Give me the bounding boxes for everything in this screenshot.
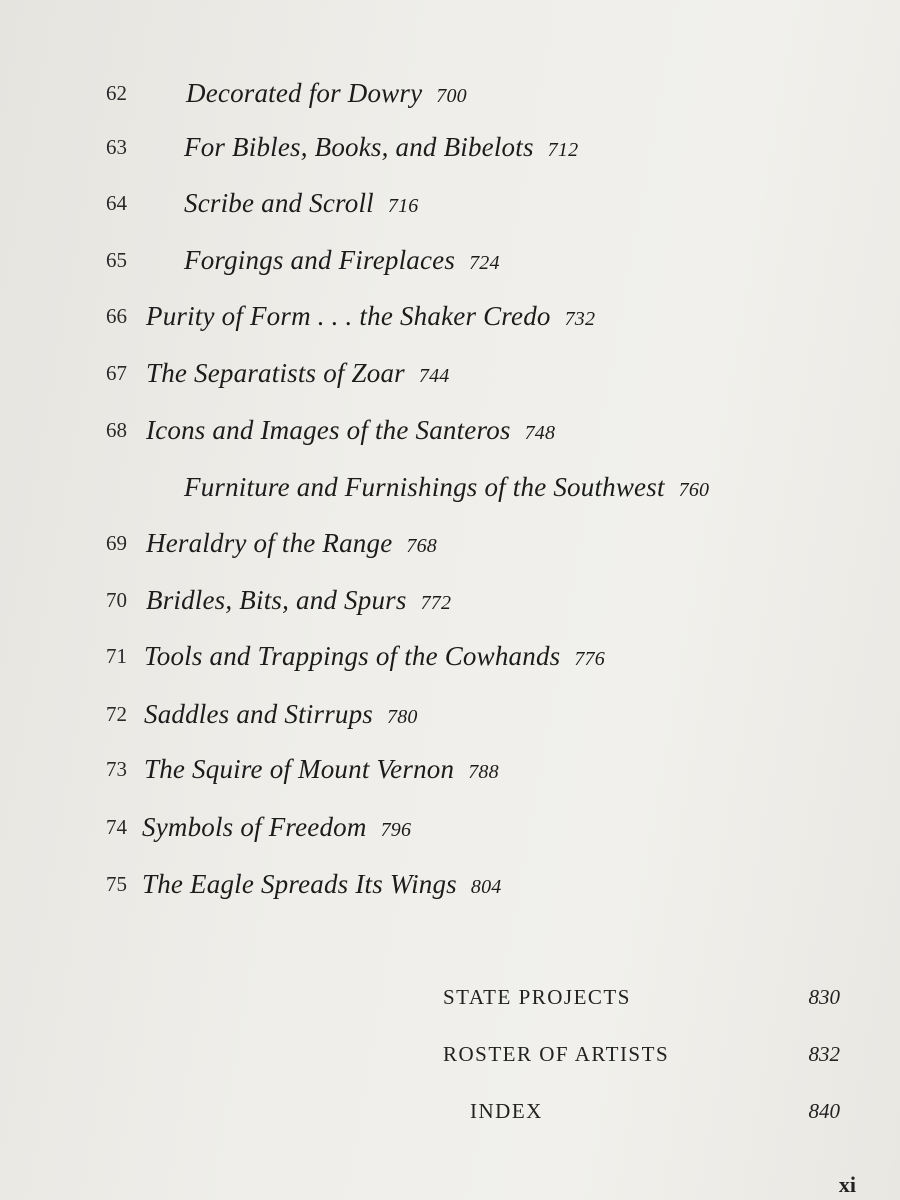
page-folio: xi <box>838 1172 856 1197</box>
back-matter-page: 830 <box>808 985 840 1009</box>
entry-title: Tools and Trappings of the Cowhands 776 <box>144 641 605 671</box>
toc-entry <box>0 636 900 676</box>
back-matter-page: 832 <box>808 1042 840 1066</box>
toc-entry <box>0 523 900 563</box>
entry-page: 748 <box>524 422 556 444</box>
entry-number: 75 <box>106 872 127 896</box>
toc-entry <box>0 296 900 336</box>
entry-title: Bridles, Bits, and Spurs 772 <box>146 585 452 615</box>
entry-number: 72 <box>106 702 127 726</box>
toc-entry <box>0 410 900 450</box>
entry-title: Purity of Form . . . the Shaker Credo 732 <box>146 301 596 331</box>
entry-title: Icons and Images of the Santeros 748 <box>146 415 556 445</box>
entry-title: Heraldry of the Range 768 <box>146 528 438 558</box>
entry-page: 804 <box>470 876 502 898</box>
entry-number: 65 <box>106 248 127 272</box>
entry-page: 780 <box>387 706 418 728</box>
entry-number: 62 <box>106 81 127 105</box>
entry-page: 716 <box>387 195 419 217</box>
back-matter-page: 840 <box>808 1099 840 1123</box>
entry-number: 64 <box>106 191 127 215</box>
entry-number: 66 <box>106 304 127 328</box>
entry-number: 69 <box>106 531 127 555</box>
toc-entry <box>0 580 900 620</box>
entry-title: Scribe and Scroll 716 <box>184 188 419 218</box>
back-matter-title: STATE PROJECTS <box>443 985 631 1009</box>
toc-entry <box>0 694 900 734</box>
toc-entry <box>0 807 900 847</box>
entry-title: Furniture and Furnishings of the Southwest 760 <box>184 472 710 502</box>
entry-page: 776 <box>574 648 605 670</box>
entry-title: The Eagle Spreads Its Wings 804 <box>142 869 502 899</box>
back-matter-entry <box>0 1034 900 1074</box>
entry-page: 724 <box>469 252 500 274</box>
entry-page: 712 <box>547 139 579 161</box>
back-matter-entry <box>0 1091 900 1131</box>
entry-page: 732 <box>564 308 596 330</box>
entry-number: 73 <box>106 757 127 781</box>
toc-entry <box>0 73 900 113</box>
toc-entry <box>0 240 900 280</box>
entry-page: 788 <box>468 761 499 783</box>
entry-page: 796 <box>380 819 412 841</box>
entry-page: 772 <box>420 592 452 614</box>
entry-title: For Bibles, Books, and Bibelots 712 <box>184 132 579 162</box>
entry-page: 768 <box>406 535 438 557</box>
entry-number: 71 <box>106 644 127 668</box>
entry-title: Symbols of Freedom 796 <box>142 812 412 842</box>
back-matter-title: INDEX <box>470 1099 543 1123</box>
entry-page: 760 <box>678 479 710 501</box>
entry-number: 74 <box>106 815 127 839</box>
entry-title: Forgings and Fireplaces 724 <box>184 245 500 275</box>
entry-title: The Separatists of Zoar 744 <box>146 358 450 388</box>
entry-page: 700 <box>436 85 467 107</box>
entry-title: Saddles and Stirrups 780 <box>144 699 418 729</box>
toc-entry <box>0 353 900 393</box>
entry-number: 68 <box>106 418 127 442</box>
toc-entry <box>0 183 900 223</box>
entry-title: The Squire of Mount Vernon 788 <box>144 754 499 784</box>
toc-entry <box>0 127 900 167</box>
entry-number: 70 <box>106 588 127 612</box>
back-matter-title: ROSTER OF ARTISTS <box>443 1042 670 1066</box>
toc-entry <box>0 864 900 904</box>
toc-entry <box>0 467 900 507</box>
toc-entry <box>0 749 900 789</box>
entry-number: 67 <box>106 361 127 385</box>
entry-page: 744 <box>418 365 450 387</box>
entry-number: 63 <box>106 135 127 159</box>
entry-title: Decorated for Dowry 700 <box>186 78 467 108</box>
back-matter-entry <box>0 977 900 1017</box>
